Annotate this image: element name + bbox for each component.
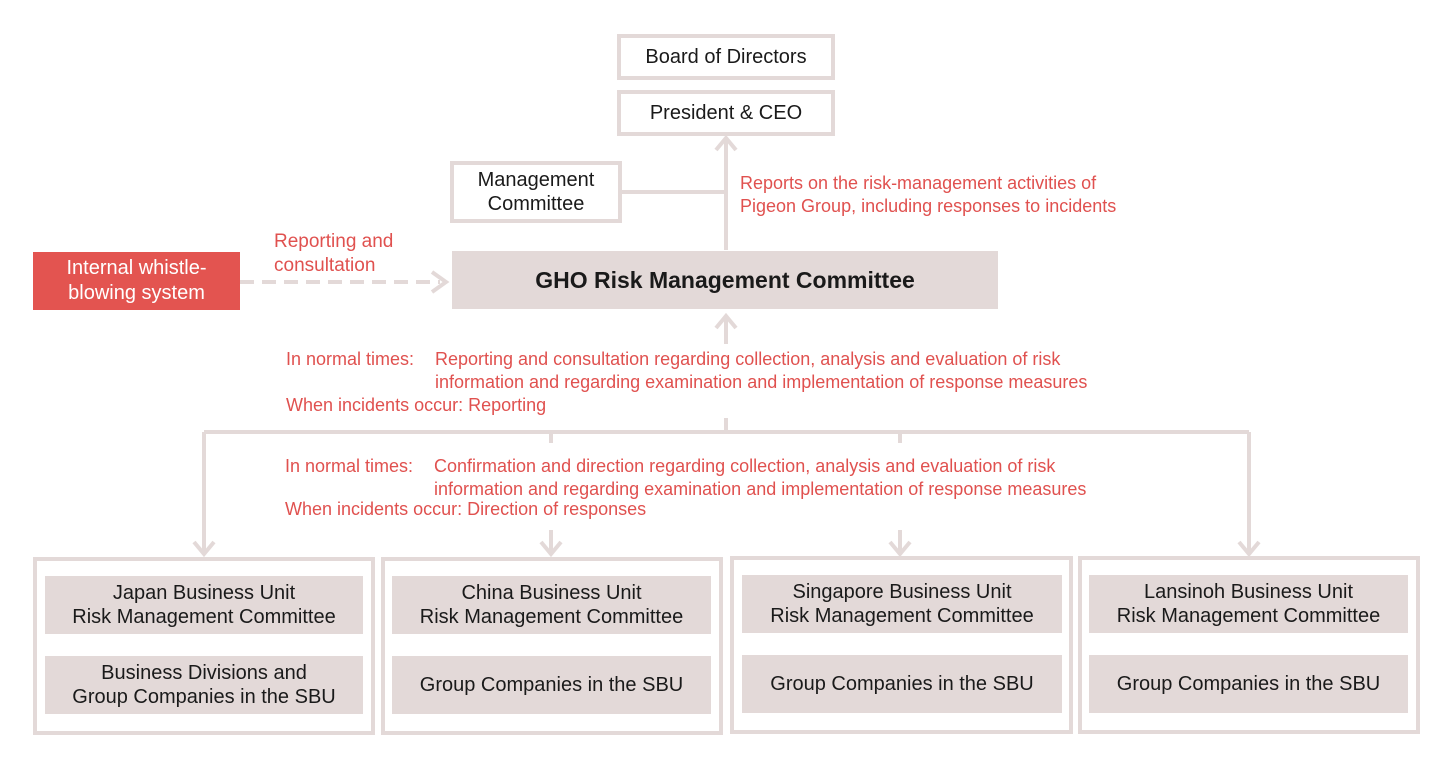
- singapore-unit-committee-box: Singapore Business Unit Risk Management Committee: [742, 575, 1062, 633]
- down-incidents-note: When incidents occur: Direction of responses: [285, 499, 647, 519]
- president-ceo-label: President & CEO: [649, 102, 803, 124]
- down-normal-times-label: In normal times:: [285, 456, 414, 476]
- up-normal-times-note: [286, 348, 414, 371]
- up-normal-times-label: In normal times:: [286, 349, 415, 369]
- up-incidents-note: When incidents occur: Reporting: [286, 395, 547, 415]
- management-committee-box: [450, 161, 622, 223]
- lansinoh-unit-companies-box: Group Companies in the SBU: [1089, 655, 1408, 713]
- president-ceo-box: [617, 90, 835, 136]
- gho-risk-management-committee-box: [452, 251, 998, 309]
- singapore-unit-companies-box: Group Companies in the SBU: [742, 655, 1062, 713]
- japan-unit-companies-box: Business Divisions and Group Companies in the SBU: [45, 656, 363, 714]
- internal-whistleblowing-label: Internal whistle- blowing system: [66, 257, 207, 304]
- lansinoh-unit-committee-box: Lansinoh Business Unit Risk Management Committee: [1089, 575, 1408, 633]
- up-normal-times-text: Reporting and consultation regarding collection, analysis and evaluation of risk information and regarding examination and implementation of response measures: [435, 349, 1088, 392]
- board-of-directors-label: Board of Directors: [645, 46, 807, 68]
- china-unit-companies-box: Group Companies in the SBU: [392, 656, 711, 714]
- management-committee-label: Management Committee: [477, 169, 595, 215]
- board-of-directors-box: [617, 34, 835, 80]
- down-normal-times-text: Confirmation and direction regarding collection, analysis and evaluation of risk information and regarding examination and implementation of response measures: [434, 456, 1087, 499]
- japan-unit-committee-box: Japan Business Unit Risk Management Committee: [45, 576, 363, 634]
- reports-up-note: Reports on the risk-management activities of Pigeon Group, including responses to incidents: [740, 173, 1117, 216]
- down-normal-times-note: [285, 455, 413, 478]
- gho-risk-management-committee-label: GHO Risk Management Committee: [535, 267, 915, 293]
- reporting-consultation-note: Reporting and consultation: [274, 231, 394, 276]
- china-unit-committee-box: China Business Unit Risk Management Committee: [392, 576, 711, 634]
- internal-whistleblowing-box: [33, 252, 240, 310]
